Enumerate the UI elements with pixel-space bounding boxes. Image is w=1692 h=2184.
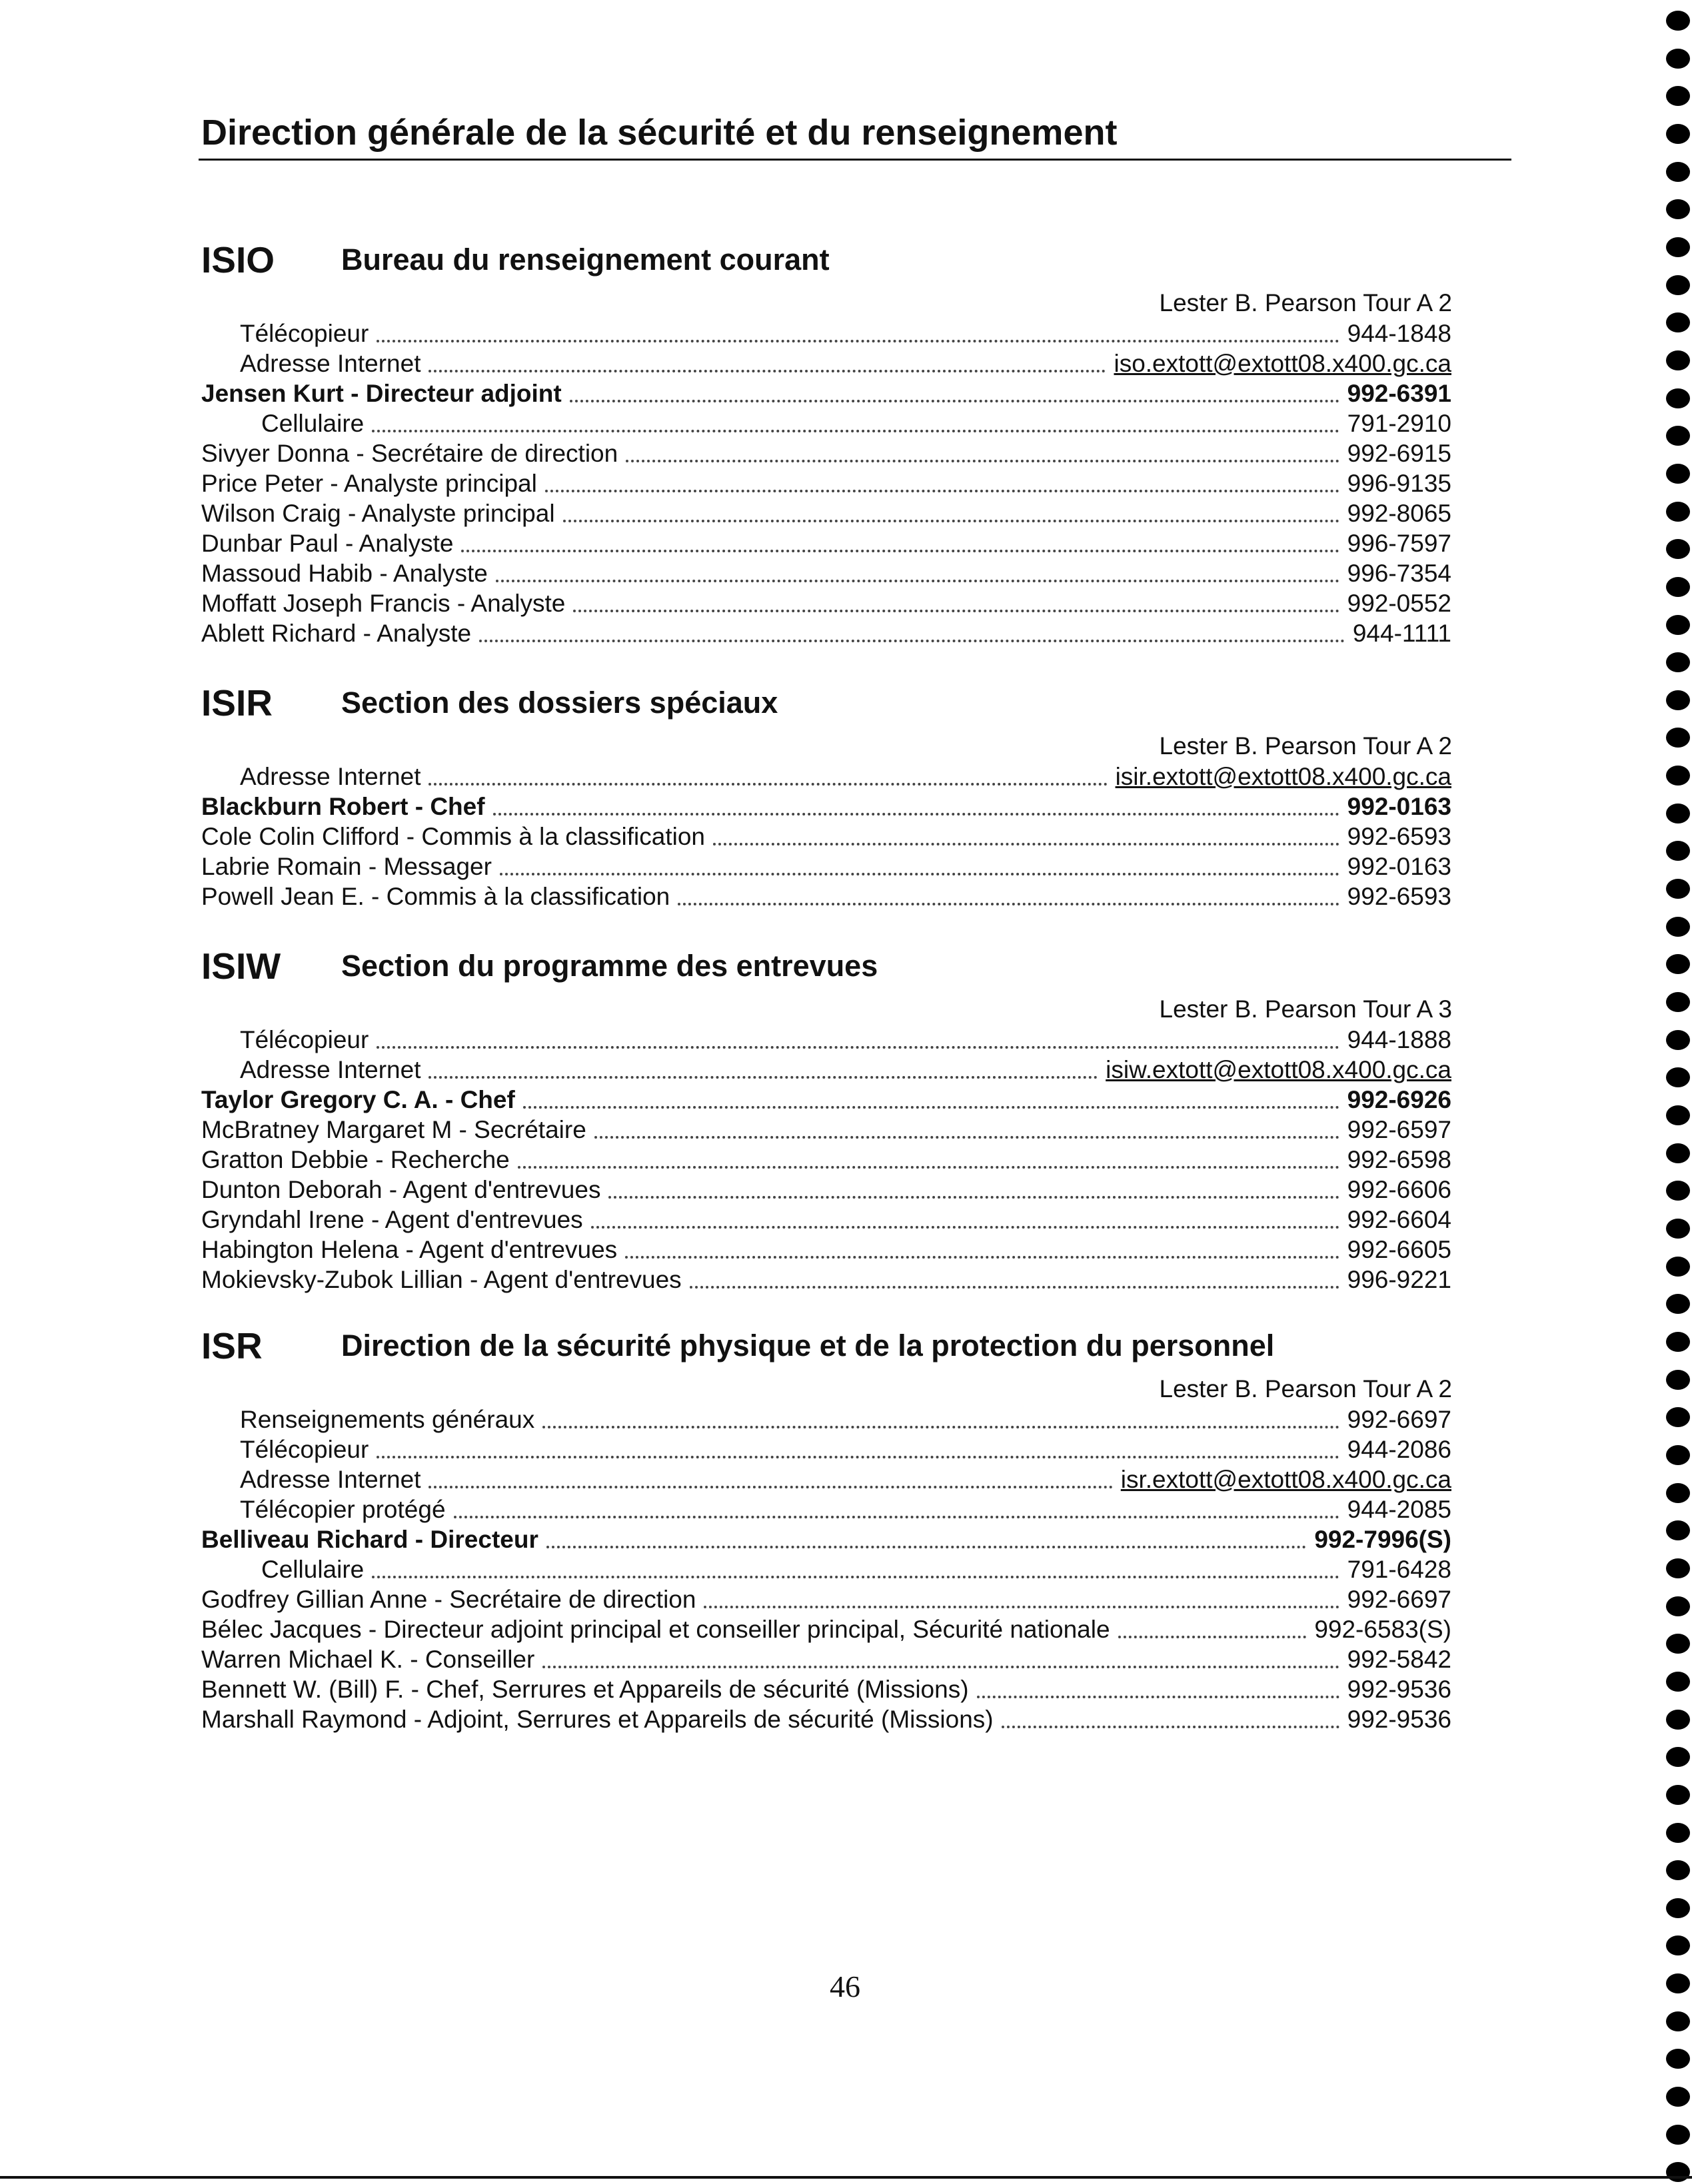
list-item	[201, 1235, 1451, 1265]
list-item	[240, 762, 1451, 792]
dot-leader	[542, 1659, 1339, 1668]
entry-value: 996-9221	[1347, 1266, 1451, 1293]
binding-hole	[1666, 237, 1690, 257]
section-isr	[0, 1321, 1692, 1734]
section-location: Lester B. Pearson Tour A 2	[1159, 289, 1452, 316]
entry-label: Renseignements généraux	[240, 1406, 535, 1433]
entry-value: 791-2910	[1347, 410, 1451, 437]
entry-label: Wilson Craig - Analyste principal	[201, 500, 555, 527]
entry-value: 996-9135	[1347, 470, 1451, 497]
dot-leader	[545, 483, 1339, 492]
section-code: ISR	[201, 1325, 263, 1366]
entry-value: 944-2086	[1347, 1436, 1451, 1463]
entry-label: Jensen Kurt - Directeur adjoint	[201, 380, 562, 407]
dot-leader	[563, 513, 1339, 522]
binding-hole	[1666, 312, 1690, 332]
entry-label: Adresse Internet	[240, 1056, 421, 1083]
list-item	[201, 851, 1451, 881]
binding-hole	[1666, 1370, 1690, 1390]
entry-value: 992-6605	[1347, 1236, 1451, 1263]
dot-leader	[977, 1689, 1339, 1698]
entry-label: Godfrey Gillian Anne - Secrétaire de direction	[201, 1586, 696, 1613]
entry-value: 992-6606	[1347, 1176, 1451, 1203]
binding-hole	[1666, 199, 1690, 219]
list-item	[201, 528, 1451, 558]
binding-hole	[1666, 162, 1690, 182]
entry-label: Télécopieur	[240, 1026, 369, 1053]
entry-label: Adresse Internet	[240, 1466, 421, 1493]
binding-hole	[1666, 350, 1690, 370]
dot-leader	[493, 806, 1339, 816]
binding-hole	[1666, 804, 1690, 823]
binding-hole	[1666, 502, 1690, 522]
binding-hole	[1666, 2011, 1690, 2031]
entry-label: Blackburn Robert - Chef	[201, 793, 485, 820]
dot-leader	[372, 423, 1339, 432]
section-isio	[0, 235, 1692, 648]
dot-leader	[523, 1099, 1339, 1109]
dot-leader	[479, 633, 1345, 642]
page-number: 46	[830, 1969, 860, 2003]
entry-value: 992-6604	[1347, 1206, 1451, 1233]
binding-hole	[1666, 1747, 1690, 1767]
binding-hole	[1666, 652, 1690, 672]
list-item	[201, 588, 1451, 618]
entry-label: Mokievsky-Zubok Lillian - Agent d'entrevues	[201, 1266, 682, 1293]
binding-hole	[1666, 1935, 1690, 1955]
entry-label: Gryndahl Irene - Agent d'entrevues	[201, 1206, 583, 1233]
section-isir	[0, 678, 1692, 911]
binding-hole	[1666, 1067, 1690, 1087]
dot-leader	[625, 1249, 1339, 1259]
dot-leader	[704, 1599, 1339, 1608]
binding-hole	[1666, 1105, 1690, 1125]
section-name: Section des dossiers spéciaux	[341, 686, 778, 720]
entry-label: Gratton Debbie - Recherche	[201, 1146, 510, 1173]
section-location: Lester B. Pearson Tour A 3	[1159, 995, 1452, 1023]
binding-hole	[1666, 841, 1690, 861]
binding-hole	[1666, 1672, 1690, 1692]
list-item	[201, 1145, 1451, 1175]
list-item	[201, 1205, 1451, 1235]
entry-value: 996-7354	[1347, 560, 1451, 587]
binding-hole	[1666, 388, 1690, 408]
binding-hole	[1666, 1973, 1690, 1993]
entry-label: Dunbar Paul - Analyste	[201, 530, 454, 557]
entry-value: 944-2085	[1347, 1496, 1451, 1523]
dot-leader	[1118, 1629, 1307, 1638]
binding-hole	[1666, 766, 1690, 786]
entry-label: Adresse Internet	[240, 350, 421, 377]
binding-hole	[1666, 1030, 1690, 1050]
dot-leader	[626, 453, 1339, 462]
list-item	[240, 1464, 1451, 1494]
entry-label: Labrie Romain - Messager	[201, 853, 492, 880]
entry-value: 992-9536	[1347, 1676, 1451, 1703]
entry-value: 992-6697	[1347, 1406, 1451, 1433]
entry-value: 944-1848	[1347, 320, 1451, 347]
dot-leader	[594, 1129, 1339, 1139]
binding-hole	[1666, 879, 1690, 899]
dot-leader	[690, 1279, 1339, 1289]
list-item	[240, 1434, 1451, 1464]
binding-hole	[1666, 1257, 1690, 1277]
dot-leader	[428, 1479, 1112, 1488]
entry-value: 992-5842	[1347, 1646, 1451, 1673]
list-item	[240, 1025, 1451, 1055]
dot-leader	[377, 1039, 1339, 1049]
email-link[interactable]: iso.extott@extott08.x400.gc.ca	[1114, 350, 1451, 377]
dot-leader	[377, 333, 1339, 342]
dot-leader	[461, 543, 1339, 552]
entry-label: Taylor Gregory C. A. - Chef	[201, 1086, 515, 1113]
list-item	[201, 618, 1451, 648]
section-name: Section du programme des entrevues	[341, 949, 878, 983]
entry-label: Adresse Internet	[240, 763, 421, 790]
entry-label: Bennett W. (Bill) F. - Chef, Serrures et Appareils de sécurité (Missions)	[201, 1676, 969, 1703]
list-item	[240, 348, 1451, 378]
section-code: ISIW	[201, 945, 281, 987]
dot-leader	[377, 1449, 1339, 1458]
list-item	[261, 1554, 1451, 1584]
entry-value: 992-6583(S)	[1314, 1616, 1451, 1643]
binding-hole	[1666, 275, 1690, 295]
page-title: Direction générale de la sécurité et du renseignement	[201, 113, 1118, 153]
entry-value: 996-7597	[1347, 530, 1451, 557]
email-link[interactable]: isir.extott@extott08.x400.gc.ca	[1115, 763, 1451, 790]
list-item	[201, 792, 1451, 821]
entry-value: 992-6597	[1347, 1116, 1451, 1143]
entry-label: Cellulaire	[261, 1556, 365, 1583]
dot-leader	[570, 393, 1339, 402]
binding-hole	[1666, 615, 1690, 635]
entry-label: Price Peter - Analyste principal	[201, 470, 537, 497]
binding-hole	[1666, 2049, 1690, 2069]
dot-leader	[372, 1569, 1339, 1578]
binding-hole	[1666, 1785, 1690, 1805]
entry-label: Télécopieur	[240, 1436, 369, 1463]
entry-label: Bélec Jacques - Directeur adjoint principal et conseiller principal, Sécurité nationale	[201, 1616, 1110, 1643]
entry-label: Moffatt Joseph Francis - Analyste	[201, 590, 566, 617]
binding-hole	[1666, 1823, 1690, 1843]
binding-hole	[1666, 992, 1690, 1012]
section-isiw	[0, 941, 1692, 1295]
section-name: Direction de la sécurité physique et de la protection du personnel	[341, 1329, 1275, 1363]
entry-label: Télécopier protégé	[240, 1496, 446, 1523]
list-item	[201, 1614, 1451, 1644]
entry-label: Télécopieur	[240, 320, 369, 347]
dot-leader	[713, 836, 1339, 845]
dot-leader	[496, 573, 1339, 582]
binding-hole	[1666, 1219, 1690, 1239]
list-item	[240, 318, 1451, 348]
entry-value: 944-1888	[1347, 1026, 1451, 1053]
binding-hole	[1666, 728, 1690, 748]
binding-hole	[1666, 1294, 1690, 1314]
section-code: ISIR	[201, 682, 273, 724]
section-location: Lester B. Pearson Tour A 2	[1159, 732, 1452, 760]
dot-leader	[608, 1189, 1339, 1199]
list-item	[201, 1524, 1451, 1554]
entry-value: 992-6697	[1347, 1586, 1451, 1613]
binding-hole	[1666, 86, 1690, 106]
dot-leader	[518, 1159, 1339, 1169]
binding-hole	[1666, 1558, 1690, 1578]
dot-leader	[678, 896, 1339, 905]
section-header	[0, 235, 1692, 288]
entry-value: 791-6428	[1347, 1556, 1451, 1583]
binding-hole	[1666, 1181, 1690, 1201]
entry-value: 992-6598	[1347, 1146, 1451, 1173]
title-rule	[199, 159, 1511, 161]
binding-hole	[1666, 2087, 1690, 2107]
page-bottom-edge	[0, 2176, 1692, 2179]
binding-hole	[1666, 577, 1690, 597]
binding-hole	[1666, 426, 1690, 446]
entry-label: Cole Colin Clifford - Commis à la classification	[201, 823, 706, 850]
entry-label: Ablett Richard - Analyste	[201, 620, 472, 647]
entry-value: 992-6915	[1347, 440, 1451, 467]
entry-value: 992-0552	[1347, 590, 1451, 617]
binding-hole	[1666, 917, 1690, 937]
entry-value: 992-7996(S)	[1314, 1526, 1451, 1553]
binding-hole	[1666, 464, 1690, 484]
binding-hole	[1666, 1445, 1690, 1465]
binding-hole	[1666, 1710, 1690, 1730]
binding-hole	[1666, 1634, 1690, 1654]
entry-value: 944-1111	[1352, 620, 1451, 647]
section-location: Lester B. Pearson Tour A 2	[1159, 1375, 1452, 1402]
binding-hole	[1666, 1407, 1690, 1427]
entry-value: 992-9536	[1347, 1706, 1451, 1733]
binding-hole	[1666, 124, 1690, 144]
entry-label: Sivyer Donna - Secrétaire de direction	[201, 440, 618, 467]
list-item	[201, 1644, 1451, 1674]
dot-leader	[428, 363, 1106, 372]
email-link[interactable]: isiw.extott@extott08.x400.gc.ca	[1106, 1056, 1451, 1083]
entry-label: Dunton Deborah - Agent d'entrevues	[201, 1176, 601, 1203]
list-item	[201, 438, 1451, 468]
binding-hole	[1666, 1483, 1690, 1503]
binding-hole	[1666, 690, 1690, 710]
section-header	[0, 941, 1692, 994]
dot-leader	[573, 603, 1339, 612]
dot-leader	[546, 1539, 1306, 1548]
dot-leader	[591, 1219, 1339, 1229]
binding-hole	[1666, 1860, 1690, 1880]
section-name: Bureau du renseignement courant	[341, 243, 830, 276]
binding-hole	[1666, 1898, 1690, 1918]
entry-label: Habington Helena - Agent d'entrevues	[201, 1236, 618, 1263]
entry-value: 992-6593	[1347, 823, 1451, 850]
binding-hole	[1666, 1520, 1690, 1540]
binding-hole	[1666, 2162, 1690, 2182]
dot-leader	[500, 866, 1339, 875]
list-item	[201, 558, 1451, 588]
dot-leader	[428, 1069, 1098, 1079]
list-item	[201, 1265, 1451, 1295]
section-header	[0, 1321, 1692, 1374]
entry-label: Massoud Habib - Analyste	[201, 560, 488, 587]
entry-label: Cellulaire	[261, 410, 365, 437]
entry-value: 992-0163	[1347, 793, 1451, 820]
list-item	[201, 378, 1451, 408]
list-item	[240, 1494, 1451, 1524]
binding-hole	[1666, 2125, 1690, 2145]
list-item	[261, 408, 1451, 438]
binding-hole	[1666, 1596, 1690, 1616]
entry-label: Warren Michael K. - Conseiller	[201, 1646, 535, 1673]
binding-hole	[1666, 954, 1690, 974]
binding-hole	[1666, 1143, 1690, 1163]
binding-hole	[1666, 1332, 1690, 1352]
section-header	[0, 678, 1692, 731]
list-item	[201, 1175, 1451, 1205]
list-item	[201, 881, 1451, 911]
list-item	[201, 1085, 1451, 1115]
section-code: ISIO	[201, 239, 275, 280]
list-item	[201, 1704, 1451, 1734]
dot-leader	[1002, 1719, 1339, 1728]
binding-hole	[1666, 49, 1690, 69]
list-item	[201, 1115, 1451, 1145]
list-item	[240, 1055, 1451, 1085]
binding-hole	[1666, 11, 1690, 31]
list-item	[201, 1584, 1451, 1614]
list-item	[201, 498, 1451, 528]
entry-value: 992-6391	[1347, 380, 1451, 407]
list-item	[201, 821, 1451, 851]
binding-hole	[1666, 539, 1690, 559]
entry-label: Belliveau Richard - Directeur	[201, 1526, 538, 1553]
entry-value: 992-8065	[1347, 500, 1451, 527]
entry-label: Powell Jean E. - Commis à la classification	[201, 883, 670, 910]
list-item	[201, 1674, 1451, 1704]
dot-leader	[428, 776, 1107, 786]
entry-value: 992-6926	[1347, 1086, 1451, 1113]
entry-value: 992-0163	[1347, 853, 1451, 880]
entry-label: Marshall Raymond - Adjoint, Serrures et Appareils de sécurité (Missions)	[201, 1706, 994, 1733]
entry-value: 992-6593	[1347, 883, 1451, 910]
dot-leader	[454, 1509, 1339, 1518]
email-link[interactable]: isr.extott@extott08.x400.gc.ca	[1120, 1466, 1451, 1493]
entry-label: McBratney Margaret M - Secrétaire	[201, 1116, 586, 1143]
binding-holes	[1665, 11, 1691, 2183]
dot-leader	[542, 1419, 1339, 1428]
list-item	[201, 468, 1451, 498]
list-item	[240, 1404, 1451, 1434]
